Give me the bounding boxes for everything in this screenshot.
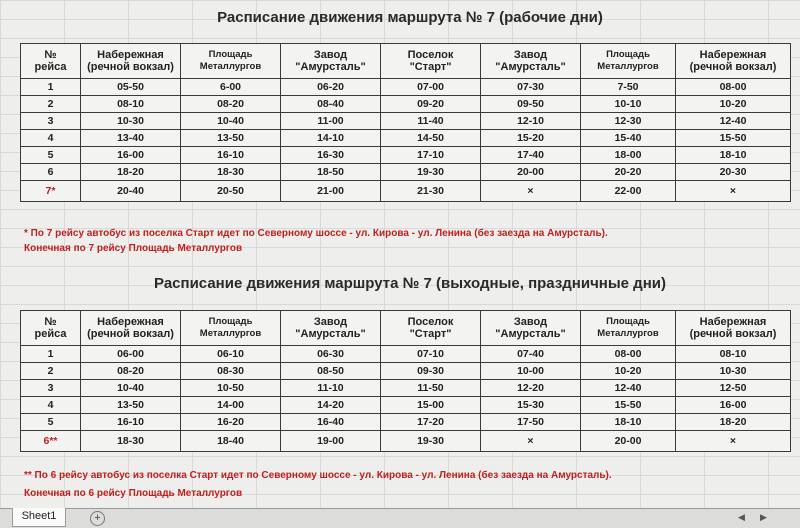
- table1-header-col-5: [481, 44, 581, 79]
- time-cell[interactable]: 14-00: [181, 397, 281, 414]
- time-cell[interactable]: 08-50: [281, 363, 381, 380]
- time-cell[interactable]: 19-30: [381, 431, 481, 452]
- time-cell[interactable]: 18-30: [81, 431, 181, 452]
- time-cell[interactable]: 16-00: [676, 397, 791, 414]
- time-cell[interactable]: 08-10: [676, 346, 791, 363]
- time-cell[interactable]: 07-40: [481, 346, 581, 363]
- table-row: [21, 130, 791, 147]
- table1-header-line: рейса: [34, 61, 67, 73]
- table2-header-line: Металлургов: [597, 328, 659, 339]
- time-cell[interactable]: 08-20: [81, 363, 181, 380]
- table-row: [21, 363, 791, 380]
- time-cell[interactable]: ×: [481, 431, 581, 452]
- table1-header-line: Площадь: [208, 49, 253, 60]
- time-cell[interactable]: 22-00: [581, 181, 676, 202]
- table1-header-col-1: [81, 44, 181, 79]
- time-cell[interactable]: 08-00: [581, 346, 676, 363]
- time-cell[interactable]: 12-50: [676, 380, 791, 397]
- time-cell[interactable]: 20-00: [481, 164, 581, 181]
- table2-header-col-6: [581, 311, 676, 346]
- time-cell[interactable]: 18-30: [181, 164, 281, 181]
- table1-body: [21, 79, 791, 202]
- table1-header-col-6: [581, 44, 676, 79]
- time-cell[interactable]: 08-30: [181, 363, 281, 380]
- time-cell[interactable]: 18-10: [581, 414, 676, 431]
- table1-header-line: (речной вокзал): [87, 61, 174, 73]
- time-cell[interactable]: 12-10: [481, 113, 581, 130]
- time-cell[interactable]: 06-00: [81, 346, 181, 363]
- trip-number-cell[interactable]: 6: [21, 164, 81, 181]
- trip-number-cell[interactable]: 1: [21, 79, 81, 96]
- time-cell[interactable]: 08-00: [676, 79, 791, 96]
- time-cell[interactable]: 06-10: [181, 346, 281, 363]
- time-cell[interactable]: 09-30: [381, 363, 481, 380]
- trip-number-cell[interactable]: 2: [21, 96, 81, 113]
- trip-number-cell[interactable]: 1: [21, 346, 81, 363]
- table1-header-line: Металлургов: [597, 61, 659, 72]
- time-cell[interactable]: 10-10: [581, 96, 676, 113]
- table2-header-col-4: [381, 311, 481, 346]
- time-cell[interactable]: 15-30: [481, 397, 581, 414]
- time-cell[interactable]: 12-40: [581, 380, 676, 397]
- table-row: [21, 431, 791, 452]
- table-row: [21, 380, 791, 397]
- table2-header-col-7: [676, 311, 791, 346]
- time-cell[interactable]: 13-40: [81, 130, 181, 147]
- table1-header-col-7: [676, 44, 791, 79]
- table2-header-row: [21, 311, 791, 346]
- table2-header-col-3: [281, 311, 381, 346]
- table2-header-line: "Амурсталь": [295, 328, 366, 340]
- trip-number-cell[interactable]: 5: [21, 414, 81, 431]
- time-cell[interactable]: ×: [676, 431, 791, 452]
- table2-note-terminal: Конечная по 6 рейсу Площадь Металлургов: [24, 488, 243, 499]
- table2-header-line: Завод: [313, 316, 348, 328]
- time-cell[interactable]: 14-50: [381, 130, 481, 147]
- table2-header-line: (речной вокзал): [689, 328, 777, 340]
- trip-number-cell[interactable]: 3: [21, 113, 81, 130]
- time-cell[interactable]: 08-10: [81, 96, 181, 113]
- trip-number-cell[interactable]: 4: [21, 397, 81, 414]
- time-cell[interactable]: 11-50: [381, 380, 481, 397]
- table2-note-route: ** По 6 рейсу автобус из поселка Старт идет по Северному шоссе - ул. Кирова - ул. Ленина (без заезда на Амурсталь).: [24, 470, 612, 481]
- table1-title: Расписание движения маршрута № 7 (рабочие дни): [217, 9, 603, 26]
- table2-header-line: Завод: [513, 316, 548, 328]
- table2-header-line: Набережная: [699, 316, 767, 328]
- table2-header-line: №: [44, 316, 57, 328]
- time-cell[interactable]: 18-00: [581, 147, 676, 164]
- time-cell[interactable]: 16-30: [281, 147, 381, 164]
- time-cell[interactable]: 16-10: [181, 147, 281, 164]
- table1-header-col-4: [381, 44, 481, 79]
- sheet-tab-bar: [0, 508, 800, 528]
- time-cell[interactable]: 17-10: [381, 147, 481, 164]
- time-cell[interactable]: 09-50: [481, 96, 581, 113]
- table-row: [21, 346, 791, 363]
- trip-number-cell[interactable]: 6**: [21, 431, 81, 452]
- table2-title: Расписание движения маршрута № 7 (выходные, праздничные дни): [154, 275, 666, 292]
- table2-header-line: Поселок: [407, 316, 454, 328]
- time-cell[interactable]: 10-20: [581, 363, 676, 380]
- time-cell[interactable]: 20-20: [581, 164, 676, 181]
- table1-header-line: "Старт": [409, 61, 452, 73]
- time-cell[interactable]: 12-40: [676, 113, 791, 130]
- table1-header-col-3: [281, 44, 381, 79]
- time-cell[interactable]: 19-00: [281, 431, 381, 452]
- time-cell[interactable]: 14-20: [281, 397, 381, 414]
- table1-header-line: Металлургов: [199, 61, 262, 72]
- table1-header-line: Завод: [313, 49, 348, 61]
- table1-header-col-0: [21, 44, 81, 79]
- time-cell[interactable]: 20-50: [181, 181, 281, 202]
- table2-header-col-5: [481, 311, 581, 346]
- time-cell[interactable]: 10-00: [481, 363, 581, 380]
- time-cell[interactable]: 10-50: [181, 380, 281, 397]
- time-cell[interactable]: 16-10: [81, 414, 181, 431]
- time-cell[interactable]: ×: [481, 181, 581, 202]
- time-cell[interactable]: ×: [676, 181, 791, 202]
- table-row: [21, 113, 791, 130]
- time-cell[interactable]: 11-00: [281, 113, 381, 130]
- table1-note-route: * По 7 рейсу автобус из поселка Старт идет по Северному шоссе - ул. Кирова - ул. Ленина (без заезда на Амурсталь).: [24, 228, 608, 239]
- time-cell[interactable]: 15-40: [581, 130, 676, 147]
- table-row: [21, 397, 791, 414]
- time-cell[interactable]: 13-50: [181, 130, 281, 147]
- time-cell[interactable]: 10-20: [676, 96, 791, 113]
- time-cell[interactable]: 20-30: [676, 164, 791, 181]
- table1-header-line: №: [44, 49, 57, 61]
- time-cell[interactable]: 18-10: [676, 147, 791, 164]
- time-cell[interactable]: 20-40: [81, 181, 181, 202]
- table-row: [21, 164, 791, 181]
- table2-header-line: Площадь: [606, 316, 650, 327]
- table1-header-line: Завод: [513, 49, 548, 61]
- time-cell[interactable]: 15-50: [581, 397, 676, 414]
- table1-header-line: Поселок: [407, 49, 454, 61]
- time-cell[interactable]: 10-30: [676, 363, 791, 380]
- time-cell[interactable]: 16-40: [281, 414, 381, 431]
- time-cell[interactable]: 09-20: [381, 96, 481, 113]
- time-cell[interactable]: 16-20: [181, 414, 281, 431]
- table1-header-line: "Амурсталь": [495, 61, 566, 73]
- table-row: [21, 181, 791, 202]
- table-row: [21, 96, 791, 113]
- sheet-tab-sheet1[interactable]: Sheet1: [12, 508, 66, 527]
- table1-note-terminal: Конечная по 7 рейсу Площадь Металлургов: [24, 243, 243, 254]
- time-cell[interactable]: 07-00: [381, 79, 481, 96]
- table2-header-col-0: [21, 311, 81, 346]
- time-cell[interactable]: 10-30: [81, 113, 181, 130]
- table2-header-line: Металлургов: [199, 328, 262, 339]
- table2-header-col-2: [181, 311, 281, 346]
- time-cell[interactable]: 06-20: [281, 79, 381, 96]
- time-cell[interactable]: 20-00: [581, 431, 676, 452]
- trip-number-cell[interactable]: 7*: [21, 181, 81, 202]
- trip-number-cell[interactable]: 2: [21, 363, 81, 380]
- time-cell[interactable]: 10-40: [181, 113, 281, 130]
- table2-header-line: (речной вокзал): [87, 328, 174, 340]
- table2-header-line: Площадь: [208, 316, 253, 327]
- scroll-right-icon[interactable]: ▶: [760, 512, 767, 522]
- time-cell[interactable]: 15-00: [381, 397, 481, 414]
- table2-header-line: "Старт": [409, 328, 452, 340]
- table-row: [21, 414, 791, 431]
- time-cell[interactable]: 13-50: [81, 397, 181, 414]
- time-cell[interactable]: 07-30: [481, 79, 581, 96]
- trip-number-cell[interactable]: 4: [21, 130, 81, 147]
- time-cell[interactable]: 07-10: [381, 346, 481, 363]
- trip-number-cell[interactable]: 5: [21, 147, 81, 164]
- time-cell[interactable]: 7-50: [581, 79, 676, 96]
- time-cell[interactable]: 18-20: [676, 414, 791, 431]
- scroll-left-icon[interactable]: ◀: [738, 512, 745, 522]
- time-cell[interactable]: 18-40: [181, 431, 281, 452]
- table2-header-line: "Амурсталь": [495, 328, 566, 340]
- table2-header-line: Набережная: [97, 316, 164, 328]
- table-row: [21, 79, 791, 96]
- time-cell[interactable]: 12-20: [481, 380, 581, 397]
- time-cell[interactable]: 17-50: [481, 414, 581, 431]
- time-cell[interactable]: 15-20: [481, 130, 581, 147]
- time-cell[interactable]: 21-30: [381, 181, 481, 202]
- time-cell[interactable]: 18-20: [81, 164, 181, 181]
- time-cell[interactable]: 05-50: [81, 79, 181, 96]
- table1-header-line: Набережная: [97, 49, 164, 61]
- table2-header-col-1: [81, 311, 181, 346]
- table1-header-line: "Амурсталь": [295, 61, 366, 73]
- table-row: [21, 147, 791, 164]
- trip-number-cell[interactable]: 3: [21, 380, 81, 397]
- add-sheet-icon[interactable]: +: [90, 511, 105, 526]
- table1-header-line: (речной вокзал): [689, 61, 777, 73]
- time-cell[interactable]: 6-00: [181, 79, 281, 96]
- time-cell[interactable]: 16-00: [81, 147, 181, 164]
- time-cell[interactable]: 14-10: [281, 130, 381, 147]
- table2-body: [21, 346, 791, 452]
- time-cell[interactable]: 18-50: [281, 164, 381, 181]
- table2-schedule: [20, 310, 791, 452]
- time-cell[interactable]: 08-20: [181, 96, 281, 113]
- time-cell[interactable]: 17-20: [381, 414, 481, 431]
- time-cell[interactable]: 11-40: [381, 113, 481, 130]
- time-cell[interactable]: 11-10: [281, 380, 381, 397]
- time-cell[interactable]: 15-50: [676, 130, 791, 147]
- table1-header-line: Площадь: [606, 49, 650, 60]
- time-cell[interactable]: 19-30: [381, 164, 481, 181]
- time-cell[interactable]: 21-00: [281, 181, 381, 202]
- time-cell[interactable]: 06-30: [281, 346, 381, 363]
- time-cell[interactable]: 10-40: [81, 380, 181, 397]
- table2-header-line: рейса: [34, 328, 67, 340]
- table1-header-row: [21, 44, 791, 79]
- table1-header-line: Набережная: [699, 49, 767, 61]
- time-cell[interactable]: 12-30: [581, 113, 676, 130]
- time-cell[interactable]: 17-40: [481, 147, 581, 164]
- time-cell[interactable]: 08-40: [281, 96, 381, 113]
- table1-header-col-2: [181, 44, 281, 79]
- table1-schedule: [20, 43, 791, 202]
